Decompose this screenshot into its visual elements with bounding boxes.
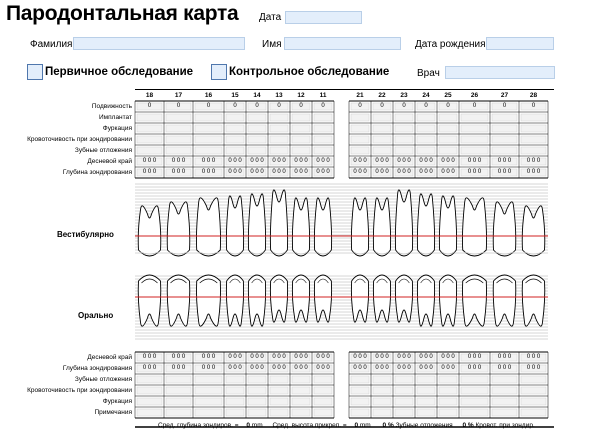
row-label: Имплантат bbox=[98, 114, 132, 121]
gum-margin-values: 0 0 0 bbox=[250, 158, 264, 164]
probing-depth-values: 0 0 0 bbox=[397, 169, 411, 175]
date-label: Дата bbox=[259, 12, 282, 23]
tooth-number: 26 bbox=[470, 92, 479, 99]
mobility-value: 0 bbox=[472, 103, 477, 109]
gum-margin-values: 0 0 0 bbox=[353, 158, 367, 164]
row-label: Кровоточивость при зондировании bbox=[27, 136, 132, 143]
gum-margin-values: 0 0 0 bbox=[250, 354, 264, 360]
avg-depth-label: Сред. глубина зондиров. = bbox=[158, 422, 239, 429]
gum-margin-values: 0 0 0 bbox=[228, 354, 242, 360]
summary-bar bbox=[158, 422, 535, 429]
page-title: Пародонтальная карта bbox=[6, 2, 239, 25]
mobility-value: 0 bbox=[277, 103, 281, 109]
mobility-value: 0 bbox=[424, 103, 428, 109]
gum-margin-values: 0 0 0 bbox=[467, 354, 482, 360]
gum-margin-values: 0 0 0 bbox=[201, 158, 216, 164]
gum-margin-values: 0 0 0 bbox=[419, 354, 433, 360]
gum-margin-values: 0 0 0 bbox=[171, 158, 186, 164]
gum-margin-values: 0 0 0 bbox=[294, 354, 308, 360]
mobility-value: 0 bbox=[402, 103, 406, 109]
row-label: Десневой край bbox=[87, 158, 132, 165]
tooth-number: 12 bbox=[297, 92, 305, 99]
gum-margin-values: 0 0 0 bbox=[228, 158, 242, 164]
gum-margin-values: 0 0 0 bbox=[272, 158, 286, 164]
name-label: Имя bbox=[262, 39, 282, 50]
probing-depth-values: 0 0 0 bbox=[353, 169, 367, 175]
oral-label: Орально bbox=[78, 311, 114, 320]
probing-depth-values: 0 0 0 bbox=[142, 169, 157, 175]
probing-depth-values: 0 0 0 bbox=[397, 365, 411, 371]
probing-depth-values: 0 0 0 bbox=[142, 365, 157, 371]
probing-depth-values: 0 0 0 bbox=[250, 365, 264, 371]
gum-margin-values: 0 0 0 bbox=[142, 354, 157, 360]
plaque-value: 0 % bbox=[382, 422, 394, 429]
primary-exam-label: Первичное обследование bbox=[45, 66, 194, 78]
tooth-number: 21 bbox=[356, 92, 364, 99]
probing-depth-values: 0 0 0 bbox=[419, 169, 433, 175]
probing-depth-values: 0 0 0 bbox=[467, 365, 482, 371]
gum-margin-values: 0 0 0 bbox=[441, 354, 455, 360]
row-label: Кровоточивость при зондировании bbox=[27, 387, 132, 394]
bleeding-label: Кровот. при зондир. bbox=[475, 422, 535, 429]
tooth-number: 18 bbox=[145, 92, 154, 99]
gum-margin-values: 0 0 0 bbox=[375, 158, 389, 164]
tooth-number: 24 bbox=[422, 92, 430, 99]
probing-depth-values: 0 0 0 bbox=[419, 365, 433, 371]
tooth-number: 27 bbox=[500, 92, 509, 99]
row-label: Десневой край bbox=[87, 354, 132, 361]
oral-teeth bbox=[138, 275, 545, 326]
unit: mm bbox=[359, 422, 371, 429]
birth-date-label: Дата рождения bbox=[415, 39, 486, 50]
tooth-number: 11 bbox=[319, 92, 327, 99]
mobility-value: 0 bbox=[446, 103, 450, 109]
mobility-value: 0 bbox=[502, 103, 507, 109]
probing-depth-values: 0 0 0 bbox=[294, 169, 308, 175]
avg-depth-value: 0 bbox=[246, 422, 250, 429]
probing-depth-values: 0 0 0 bbox=[441, 365, 455, 371]
tooth-number: 28 bbox=[529, 92, 538, 99]
gum-margin-values: 0 0 0 bbox=[397, 354, 411, 360]
mobility-value: 0 bbox=[206, 103, 211, 109]
probing-depth-values: 0 0 0 bbox=[272, 365, 286, 371]
tooth-number: 14 bbox=[253, 92, 261, 99]
mobility-value: 0 bbox=[380, 103, 384, 109]
probing-depth-values: 0 0 0 bbox=[497, 365, 512, 371]
row-label: Подвижность bbox=[91, 103, 132, 110]
gum-margin-values: 0 0 0 bbox=[316, 354, 330, 360]
probing-depth-values: 0 0 0 bbox=[375, 365, 389, 371]
gum-margin-values: 0 0 0 bbox=[467, 158, 482, 164]
gum-margin-values: 0 0 0 bbox=[497, 354, 512, 360]
upper-data-grid bbox=[135, 101, 548, 178]
gum-margin-values: 0 0 0 bbox=[272, 354, 286, 360]
avg-attachment-value: 0 bbox=[354, 422, 359, 429]
control-exam-label: Контрольное обследование bbox=[229, 66, 390, 78]
gum-margin-values: 0 0 0 bbox=[397, 158, 411, 164]
mobility-value: 0 bbox=[147, 103, 152, 109]
tooth-number: 13 bbox=[275, 92, 283, 99]
row-label: Глубина зондирования bbox=[62, 365, 132, 372]
probing-depth-values: 0 0 0 bbox=[375, 169, 389, 175]
tooth-number: 22 bbox=[378, 92, 386, 99]
avg-attachment-label: Сред. высота прикреп. = bbox=[272, 422, 347, 429]
probing-depth-values: 0 0 0 bbox=[526, 169, 541, 175]
row-label: Зубные отложения bbox=[74, 147, 132, 154]
mobility-value: 0 bbox=[358, 103, 362, 109]
gum-margin-values: 0 0 0 bbox=[171, 354, 186, 360]
gum-margin-values: 0 0 0 bbox=[375, 354, 389, 360]
probing-depth-values: 0 0 0 bbox=[526, 365, 541, 371]
gum-margin-values: 0 0 0 bbox=[526, 158, 541, 164]
probing-depth-values: 0 0 0 bbox=[353, 365, 367, 371]
gum-margin-values: 0 0 0 bbox=[441, 158, 455, 164]
probing-depth-values: 0 0 0 bbox=[250, 169, 264, 175]
tooth-number: 17 bbox=[174, 92, 183, 99]
gum-margin-values: 0 0 0 bbox=[419, 158, 433, 164]
plaque-label: Зубные отложения bbox=[395, 422, 453, 429]
probing-depth-values: 0 0 0 bbox=[497, 169, 512, 175]
gum-margin-values: 0 0 0 bbox=[526, 354, 541, 360]
probing-depth-values: 0 0 0 bbox=[228, 169, 242, 175]
doctor-label: Врач bbox=[417, 68, 440, 79]
row-label: Фуркация bbox=[102, 125, 132, 132]
gum-margin-values: 0 0 0 bbox=[497, 158, 512, 164]
tooth-number: 16 bbox=[204, 92, 213, 99]
surname-label: Фамилия bbox=[30, 39, 73, 50]
gum-margin-values: 0 0 0 bbox=[294, 158, 308, 164]
probing-depth-values: 0 0 0 bbox=[467, 169, 482, 175]
probing-depth-values: 0 0 0 bbox=[171, 365, 186, 371]
probing-depth-values: 0 0 0 bbox=[316, 365, 330, 371]
tooth-number: 25 bbox=[444, 92, 452, 99]
row-label: Глубина зондирования bbox=[62, 169, 132, 176]
probing-depth-values: 0 0 0 bbox=[228, 365, 242, 371]
unit: mm bbox=[251, 422, 263, 429]
tooth-number: 23 bbox=[400, 92, 408, 99]
mobility-value: 0 bbox=[531, 103, 536, 109]
bleeding-value: 0 % bbox=[462, 422, 474, 429]
row-label: Фуркация bbox=[102, 398, 132, 405]
mobility-value: 0 bbox=[233, 103, 237, 109]
mobility-value: 0 bbox=[255, 103, 259, 109]
probing-depth-values: 0 0 0 bbox=[316, 169, 330, 175]
gum-margin-values: 0 0 0 bbox=[142, 158, 157, 164]
probing-depth-values: 0 0 0 bbox=[171, 169, 186, 175]
gum-margin-values: 0 0 0 bbox=[353, 354, 367, 360]
mobility-value: 0 bbox=[176, 103, 181, 109]
probing-depth-values: 0 0 0 bbox=[272, 169, 286, 175]
row-label: Зубные отложения bbox=[74, 376, 132, 383]
probing-depth-values: 0 0 0 bbox=[201, 169, 216, 175]
tooth-number: 15 bbox=[231, 92, 239, 99]
gum-margin-values: 0 0 0 bbox=[316, 158, 330, 164]
gum-margin-values: 0 0 0 bbox=[201, 354, 216, 360]
vestibular-label: Вестибулярно bbox=[57, 230, 114, 239]
mobility-value: 0 bbox=[299, 103, 303, 109]
probing-depth-values: 0 0 0 bbox=[294, 365, 308, 371]
mobility-value: 0 bbox=[321, 103, 325, 109]
probing-depth-values: 0 0 0 bbox=[201, 365, 216, 371]
probing-depth-values: 0 0 0 bbox=[441, 169, 455, 175]
row-label: Примечания bbox=[94, 409, 132, 416]
lower-data-grid bbox=[135, 352, 548, 418]
